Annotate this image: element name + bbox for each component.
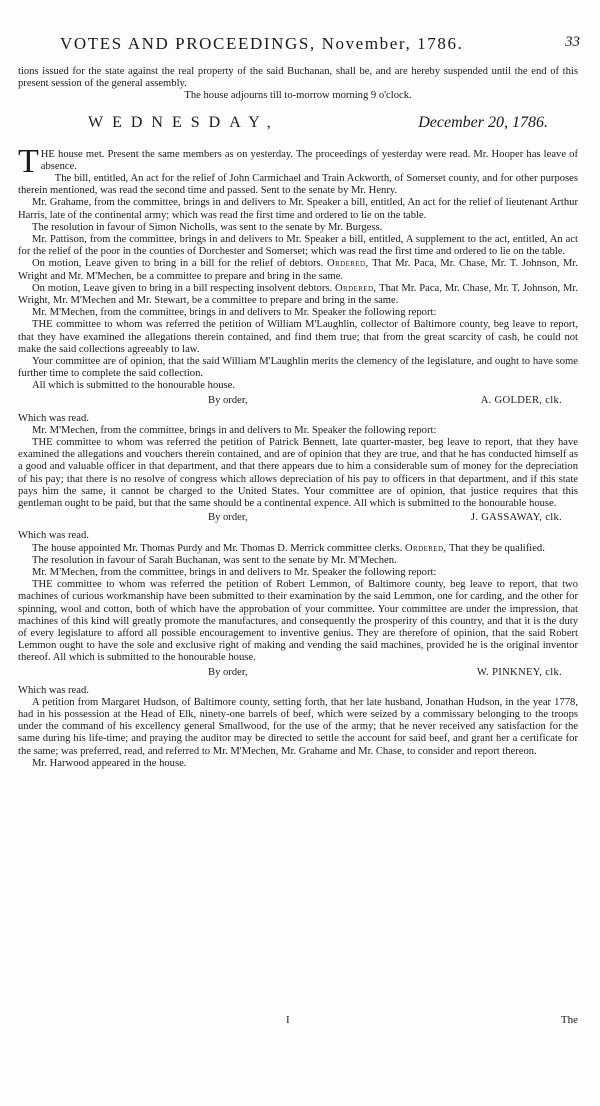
paragraph	[18, 283, 578, 307]
paragraph: The bill, entitled, An act for the relief of John Carmichael and Train Ackworth, of Somerset county, and for other purposes therein mentioned, was read the second time and passed. Sent to the senate by Mr. Henry.	[18, 173, 578, 197]
ordered-label: Ordered,	[327, 258, 369, 270]
paragraph: Mr. Pattison, from the committee, brings in and delivers to Mr. Speaker a bill, entitled, A supplement to the act, entitled, An act for the relief of the poor in the counties of Dorchester and Somerset; which was read the first time and ordered to lie on the table.	[18, 234, 578, 258]
paragraph: Mr. Harwood appeared in the house.	[32, 757, 187, 769]
paragraph: Which was read.	[18, 684, 89, 696]
signature-line	[18, 512, 578, 526]
body-text	[18, 66, 578, 770]
motion-text: On motion, Leave given to bring in a bill for the relief of debtors.	[32, 258, 324, 270]
running-head	[60, 34, 580, 60]
order-text: That Mr. Paca, Mr. Chase, Mr. T. Johnson, Mr. Wright and Mr. M'Mechen, be a committee to prepare and bring in the same.	[18, 258, 578, 282]
report-paragraph: THE committee to whom was referred the petition of Robert Lemmon, of Baltimore county, beg leave to report, that two machines of curious workmanship have been submitted to their examination by the said Lemmon, one for carding, and the other for spinning, wool and cotton, both of which have the approbation of your committee. Your committee are under the impression, that machines of this kind will greatly promote the manufactures, and consequently the prosperity of this country, and that it is the duty of every legislature to afford all possible encouragement to inventive genius. They are therefore of opinion, that the said Robert Lemmon ought to have the sole and exclusive right of making and vending the said machines, provided he is the original inventor thereof. All which is submitted to the honourable house.	[18, 579, 578, 664]
day-name: WEDNESDAY,	[88, 113, 280, 131]
report-paragraph: All which is submitted to the honourable house.	[32, 380, 236, 392]
paragraph: Which was read.	[18, 530, 89, 542]
paragraph: Mr. Grahame, from the committee, brings in and delivers to Mr. Speaker a bill, entitled, An act for the relief of lieutenant Arthur Harris, late of the continental army; which was read the first time and ordered to lie on the table.	[18, 197, 578, 221]
signature-line	[18, 667, 578, 681]
report-paragraph: THE committee to whom was referred the petition of Patrick Bennett, late quarter-master, beg leave to report, that they have examined the allegations and vouchers therein contained, and are of opinion that they are true, and that he has conducted himself as a good and valuable officer in that department, and that there appears due to him a considerable sum of money for the depreciation of his pay; that there is no resolve of congress which allows depreciation of his pay to officers in that department, and if this state pays him the same, it cannot be charged to the United States. Your committee are of opinion, that justice requires that this gentleman ought to be paid, but that the same should be a continental expence. All which is submitted to the honourable house.	[18, 437, 578, 510]
paragraph: Which was read.	[18, 412, 89, 424]
report-paragraph: THE committee to whom was referred the petition of William M'Laughlin, collector of Baltimore county, beg leave to report, that they have examined the allegations therein contained, and find them true; that from the great scarcity of cash, he could not make the said collections agreeably to law.	[18, 319, 578, 355]
paragraph	[18, 258, 578, 282]
by-order: By order,	[208, 666, 248, 678]
by-order: By order,	[208, 394, 248, 406]
adjournment-note: The house adjourns till to-morrow morning 9 o'clock.	[184, 90, 412, 102]
paragraph	[18, 543, 578, 555]
ordered-label: Ordered,	[404, 542, 447, 554]
report-paragraph: Your committee are of opinion, that the said William M'Laughlin merits the clemency of the legislature, and ought to have some further time to complete the said collection.	[18, 356, 578, 380]
page-title: VOTES AND PROCEEDINGS, November, 1786.	[60, 34, 464, 53]
order-text: That Mr. Paca, Mr. Chase, Mr. T. Johnson, Mr. Wright, Mr. M'Mechen and Mr. Stewart, be a committee to prepare and bring in the same.	[18, 282, 578, 307]
page-number: 33	[565, 34, 580, 50]
day-date: December 20, 1786.	[418, 113, 548, 131]
clerk-name: A. GOLDER, clk.	[480, 394, 562, 406]
paragraph: A petition from Margaret Hudson, of Baltimore county, setting forth, that her late husband, Jonathan Hudson, in the year 1778, had in his possession at the Head of Elk, ninety-one barrels of beef, which were seized by a commissary belonging to the troops under the command of his excellency general Smallwood, for the use of the army; that he never received any satisfaction for the same during his life-time; and praying the auditor may be directed to settle the account for said beef, and grant her a certificate for the same; was preferred, read, and referred to Mr. M'Mechen, Mr. Grahame and Mr. Chase, to consider and report thereon.	[18, 696, 578, 757]
appointment-text: The house appointed Mr. Thomas Purdy and Mr. Thomas D. Merrick committee clerks.	[32, 542, 403, 554]
day-heading	[18, 113, 578, 139]
page-footer	[18, 1014, 578, 1030]
opening-paragraph	[18, 142, 578, 180]
paragraph: The resolution in favour of Sarah Buchanan, was sent to the senate by Mr. M'Mechen.	[32, 554, 397, 566]
opening-text: HE house met. Present the same members as on yesterday. The proceedings of yesterday were read. Mr. Hooper has leave of absence.	[40, 148, 578, 172]
order-text: That they be qualified.	[448, 542, 545, 554]
paragraph: Mr. M'Mechen, from the committee, brings in and delivers to Mr. Speaker the following report:	[32, 566, 437, 578]
drop-cap: T	[18, 142, 39, 180]
continuation-paragraph: tions issued for the state against the real property of the said Buchanan, shall be, and are hereby suspended until the end of this present session of the general assembly.	[18, 66, 578, 90]
clerk-name: J. GASSAWAY, clk.	[470, 512, 562, 524]
paragraph: Mr. M'Mechen, from the committee, brings in and delivers to Mr. Speaker the following report:	[32, 307, 437, 319]
paragraph: The resolution in favour of Simon Nicholls, was sent to the senate by Mr. Burgess.	[32, 221, 383, 233]
paragraph: Mr. M'Mechen, from the committee, brings in and delivers to Mr. Speaker the following report:	[32, 424, 437, 436]
clerk-name: W. PINKNEY, clk.	[476, 666, 562, 678]
motion-text: On motion, Leave given to bring in a bill respecting insolvent debtors.	[32, 282, 333, 294]
catchword: The	[560, 1014, 578, 1026]
signature-mark: I	[286, 1014, 290, 1026]
ordered-label: Ordered,	[334, 282, 377, 294]
signature-line	[18, 395, 578, 409]
by-order: By order,	[208, 512, 248, 524]
